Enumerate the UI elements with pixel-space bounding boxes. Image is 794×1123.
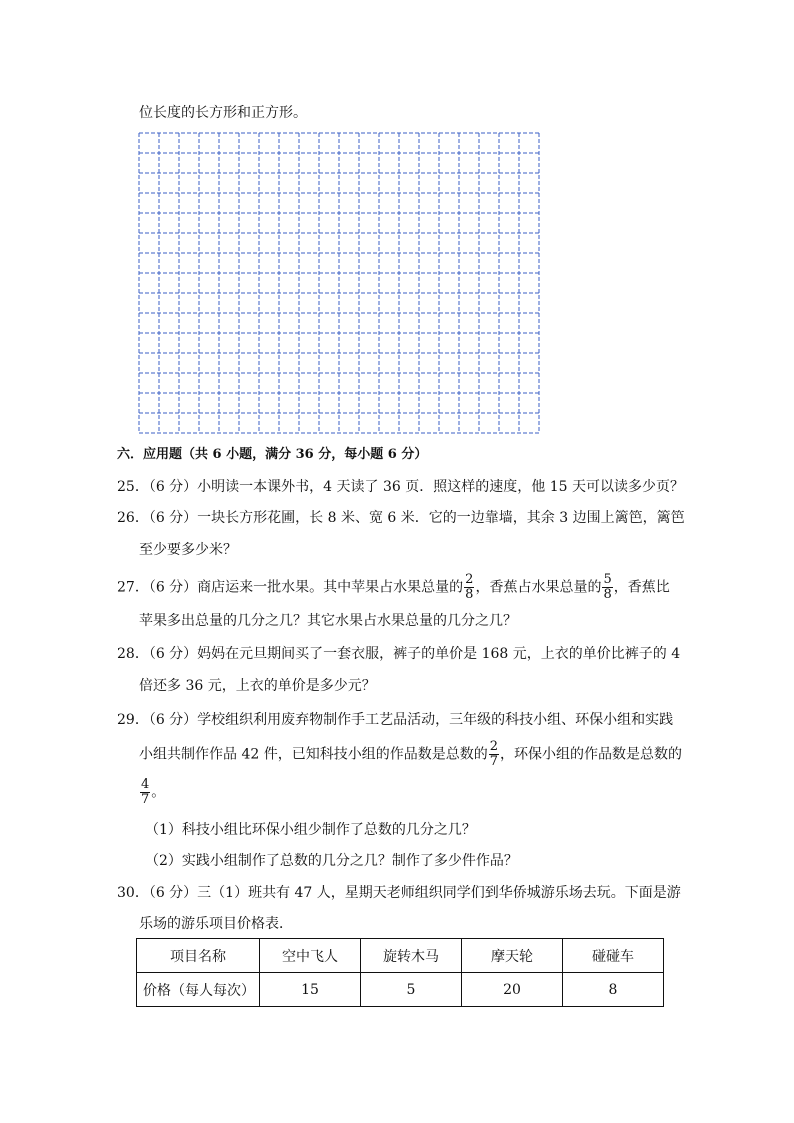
table-cell: 20: [462, 973, 563, 1007]
price-table-row: [137, 973, 664, 1007]
q27-part1: 27．（6 分）商店运来一批水果。其中苹果占水果总量的: [117, 579, 464, 596]
question-28-line1: 28．（6 分）妈妈在元旦期间买了一套衣服，裤子的单价是 168 元，上衣的单价比裤子的 4: [117, 646, 681, 662]
q27-fraction-banana: [602, 573, 612, 602]
question-25: 25．（6 分）小明读一本课外书，4 天读了 36 页．照这样的速度，他 15 天可以读多少页？: [117, 479, 684, 495]
table-header-cell: 项目名称: [137, 939, 260, 973]
q27-fraction-apple: [464, 573, 474, 602]
question-28-line2: 倍还多 36 元，上衣的单价是多少元？: [139, 678, 376, 694]
table-header-cell: 碰碰车: [563, 939, 664, 973]
fraction-denominator: 7: [489, 754, 498, 769]
fraction-denominator: 8: [603, 587, 612, 602]
table-cell: 价格（每人每次）: [137, 973, 260, 1007]
question-29-line2: [139, 740, 682, 769]
question-29-sub2: （2）实践小组制作了总数的几分之几？制作了多少件作品？: [145, 853, 518, 869]
fraction-numerator: 2: [465, 572, 474, 587]
q29-fraction-tech: [489, 740, 499, 769]
dashed-grid: [138, 132, 540, 434]
price-table: [136, 938, 664, 1007]
fraction-numerator: 4: [141, 777, 150, 792]
fraction-numerator: 5: [603, 572, 612, 587]
question-29-line1: 29．（6 分）学校组织利用废弃物制作手工艺品活动，三年级的科技小组、环保小组和实践: [117, 712, 674, 728]
q29-line3-tail: 。: [151, 784, 166, 801]
question-29-sub1: （1）科技小组比环保小组少制作了总数的几分之几？: [145, 822, 476, 838]
question-30-line2: 乐场的游乐项目价格表．: [139, 916, 293, 932]
question-30-line1: 30．（6 分）三（1）班共有 47 人，星期天老师组织同学们到华侨城游乐场去玩。下面是游: [117, 885, 681, 901]
intro-text-tail: 位长度的长方形和正方形。: [139, 105, 307, 121]
table-cell: 8: [563, 973, 664, 1007]
question-27-line1: [117, 573, 670, 602]
q27-part2: ，香蕉占水果总量的: [475, 579, 602, 596]
question-26-line2: 至少要多少米？: [139, 542, 237, 558]
q29-line2-part-b: ，环保小组的作品数是总数的: [500, 746, 682, 763]
table-header-cell: 摩天轮: [462, 939, 563, 973]
price-table-header-row: [137, 939, 664, 973]
question-27-line2: 苹果多出总量的几分之几？其它水果占水果总量的几分之几？: [139, 613, 517, 629]
q27-part3: ，香蕉比: [613, 579, 670, 596]
fraction-denominator: 7: [141, 792, 150, 807]
table-cell: 5: [361, 973, 462, 1007]
question-26-line1: 26．（6 分）一块长方形花圃，长 8 米、宽 6 米．它的一边靠墙，其余 3 边围上篱笆，篱笆: [117, 510, 685, 526]
q29-fraction-env: [140, 778, 150, 807]
table-header-cell: 空中飞人: [260, 939, 361, 973]
fraction-denominator: 8: [465, 587, 474, 602]
q29-line2-part-a: 小组共制作作品 42 件，已知科技小组的作品数是总数的: [139, 746, 488, 763]
table-header-cell: 旋转木马: [361, 939, 462, 973]
fraction-numerator: 2: [489, 739, 498, 754]
section-header: 六．应用题（共 6 小题，满分 36 分，每小题 6 分）: [117, 447, 428, 462]
table-cell: 15: [260, 973, 361, 1007]
question-29-line3: [139, 778, 165, 807]
